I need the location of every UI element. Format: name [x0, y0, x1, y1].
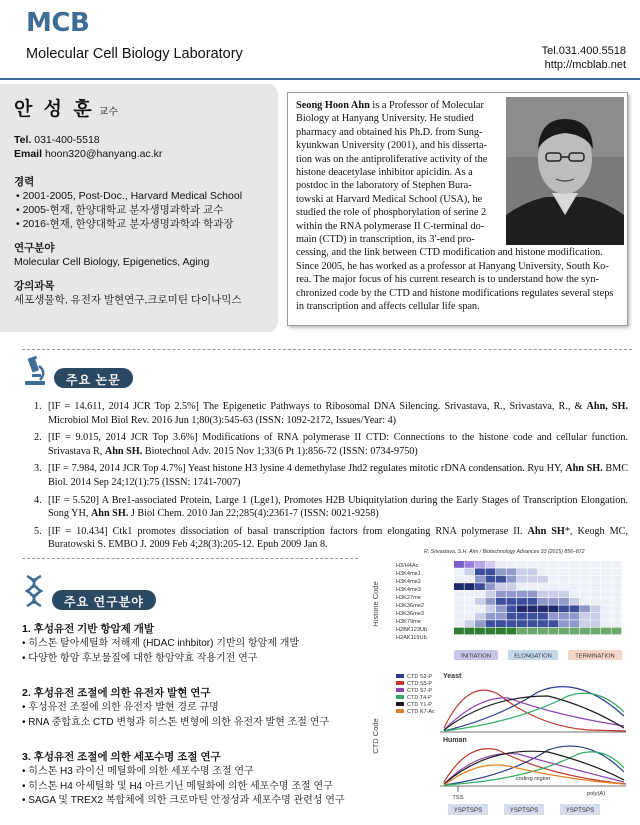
lab-logo: MCB	[26, 8, 90, 38]
heatmap-cell	[528, 591, 538, 598]
bio-box	[287, 92, 628, 326]
bio-line: in transcription and affects cellular life span.	[296, 301, 480, 313]
heatmap-cell	[601, 598, 611, 605]
heatmap-cell	[570, 598, 580, 605]
heatmap-cell	[559, 561, 569, 568]
legend-label: CTD S7-P	[407, 688, 433, 694]
heatmap-cell	[465, 568, 475, 575]
paper-item: 5. [IF = 10.434] Ctk1 promotes dissociation of basal transcription factors from elongating RNA polymerase II. Ahn SH*, Keogh MC, Buratowski S. EMBO J. 2009 Feb 4;28(3):205-12. Epub 2009 Jan 8.	[34, 525, 629, 551]
heatmap-cell	[465, 605, 475, 612]
heatmap-cell	[538, 598, 548, 605]
histone-heatmap	[454, 561, 621, 634]
heatmap-cell	[612, 591, 622, 598]
tel-label: Tel.	[14, 134, 32, 146]
heatmap-cell	[465, 583, 475, 590]
heatmap-cell	[517, 561, 527, 568]
heatmap-cell	[591, 568, 601, 575]
heatmap-cell	[570, 561, 580, 568]
heatmap-cell	[528, 568, 538, 575]
heatmap-cell	[475, 605, 485, 612]
heatmap-cell	[517, 620, 527, 627]
profile-email	[14, 147, 278, 161]
heatmap-cell	[496, 591, 506, 598]
heatmap-cell	[496, 583, 506, 590]
heatmap-cell	[517, 628, 527, 635]
papers-section-pill: 주요 논문	[54, 368, 133, 388]
human-label: Human	[443, 737, 467, 744]
ctd-axis-label: CTD Code	[371, 718, 380, 754]
heatmap-cell	[591, 628, 601, 635]
heatmap-cell	[507, 598, 517, 605]
bio-line: towski at Harvard Medical School (USA), he	[296, 193, 483, 205]
heatmap-cell	[559, 628, 569, 635]
phase-label: ELONGATION	[514, 653, 552, 660]
heatmap-cell	[528, 583, 538, 590]
career-item: • 2001-2005, Post-Doc., Harvard Medical School	[16, 190, 243, 202]
heatmap-cell	[591, 605, 601, 612]
polya-label: poly(A)	[586, 791, 606, 797]
paper-item: 2. [IF = 9.015, 2014 JCR Top 3.6%] Modifications of RNA polymerase II CTD: Connections to the histone code and cellular function. Srivastava R, Ahn SH. Biotechnol Adv. 2015 Nov 1;33(6 Pt 1):856-72 (ISSN: 0734-9750)	[34, 432, 628, 457]
heatmap-cell	[591, 613, 601, 620]
heatmap-cell	[549, 613, 559, 620]
heatmap-cell	[465, 598, 475, 605]
heatmap-cell	[496, 628, 506, 635]
tss-label: TSS	[452, 795, 464, 801]
histone-mark-label: H3K4me3	[396, 587, 421, 593]
phase-label: INITIATION	[461, 653, 491, 660]
heatmap-cell	[580, 628, 590, 635]
bio-line: cessing, and the link between CTD modification and histone modification.	[296, 247, 603, 259]
heatmap-cell	[591, 576, 601, 583]
heatmap-cell	[454, 591, 464, 598]
heatmap-cell	[507, 591, 517, 598]
heatmap-cell	[580, 576, 590, 583]
heatmap-cell	[454, 598, 464, 605]
heatmap-cell	[454, 620, 464, 627]
heatmap-cell	[486, 583, 496, 590]
heatmap-cell	[580, 605, 590, 612]
histone-mark-label: H3K36me2	[396, 603, 424, 609]
heatmap-cell	[538, 613, 548, 620]
research-heading: 1. 후성유전 기반 항암제 개발	[22, 623, 154, 635]
heatmap-cell	[538, 568, 548, 575]
bio-line: tion was on the antiproliferative activity of the	[296, 153, 488, 165]
research-section-pill: 주요 연구분야	[52, 590, 156, 610]
figure-citation: R. Srivastava, S.H. Ahn / Biotechnology Advances 33 (2015) 856–872	[424, 549, 585, 555]
heatmap-cell	[559, 598, 569, 605]
heatmap-cell	[465, 620, 475, 627]
courses-heading: 강의과목	[14, 280, 55, 292]
heatmap-cell	[580, 568, 590, 575]
bio-line: Biology at Hanyang University. He studied	[296, 113, 474, 125]
heatmap-cell	[496, 613, 506, 620]
section-divider	[22, 349, 632, 350]
heatmap-cell	[549, 620, 559, 627]
paper-item: 1. [IF = 14.611, 2014 JCR Top 2.5%] The Epigenetic Pathways to Ribosomal DNA Silencing. Srivastava, R., Srivastava, R., & Ahn, SH. Microbiol Mol Biol Rev. 2016 Jun 1;80(3):545-63 (ISSN: 1092-2172, Issues/Year: 4)	[34, 401, 629, 426]
heatmap-cell	[465, 613, 475, 620]
ctd-histone-figure	[368, 546, 630, 818]
heatmap-cell	[507, 561, 517, 568]
heatmap-cell	[475, 591, 485, 598]
heatmap-cell	[549, 576, 559, 583]
heatmap-cell	[486, 605, 496, 612]
heatmap-cell	[580, 583, 590, 590]
heatmap-cell	[517, 598, 527, 605]
heatmap-cell	[475, 628, 485, 635]
heatmap-cell	[507, 583, 517, 590]
heatmap-cell	[612, 613, 622, 620]
heatmap-cell	[507, 576, 517, 583]
research-heading: 3. 후성유전 조절에 의한 세포수명 조절 연구	[22, 751, 221, 763]
field-heading: 연구분야	[14, 242, 55, 254]
bio-first-line: Seong Hoon Ahn is a Professor of Molecular	[296, 100, 484, 111]
profile-photo	[506, 97, 624, 245]
histone-mark-label: H3K36me3	[396, 611, 424, 617]
heatmap-cell	[528, 620, 538, 627]
heatmap-cell	[486, 628, 496, 635]
heatmap-cell	[601, 583, 611, 590]
legend-swatch	[396, 674, 404, 678]
heatmap-cell	[580, 591, 590, 598]
heatmap-cell	[538, 620, 548, 627]
heatmap-cell	[612, 576, 622, 583]
tel-value: 031-400-5518	[34, 134, 100, 146]
heatmap-cell	[454, 568, 464, 575]
heatmap-cell	[475, 561, 485, 568]
research-item: • 히스톤 H3 라이신 메틸화에 의한 세포수명 조절 연구	[22, 766, 254, 777]
heatmap-cell	[570, 576, 580, 583]
heatmap-cell	[549, 561, 559, 568]
histone-mark-label: H3K27me	[396, 595, 421, 601]
heatmap-cell	[496, 568, 506, 575]
heatmap-cell	[486, 591, 496, 598]
heatmap-cell	[549, 598, 559, 605]
histone-mark-label: H3K4me2	[396, 579, 421, 585]
heatmap-cell	[486, 568, 496, 575]
lab-url[interactable]: http://mcblab.net	[544, 59, 626, 71]
heatmap-cell	[612, 561, 622, 568]
heatmap-cell	[612, 568, 622, 575]
heatmap-cell	[496, 576, 506, 583]
histone-axis-label: Histone Code	[371, 581, 380, 627]
legend-swatch	[396, 702, 404, 706]
heatmap-cell	[475, 583, 485, 590]
heatmap-cell	[612, 620, 622, 627]
paper-item: 4. [IF = 5.520] A Bre1-associated Protein, Large 1 (Lge1), Promotes H2B Ubiquitylation during the Early Stages of Transcription Elongation. Song YH, Ahn SH. J Biol Chem. 2010 Jan 22;285(4):2361-7 (ISSN: 0021-9258)	[34, 494, 628, 520]
heatmap-cell	[601, 613, 611, 620]
heatmap-cell	[612, 583, 622, 590]
heatmap-cell	[496, 620, 506, 627]
heatmap-cell	[570, 568, 580, 575]
heatmap-cell	[475, 598, 485, 605]
heatmap-cell	[507, 628, 517, 635]
ctd-repeat-label: YSPTSPS	[509, 807, 539, 814]
profile-name-row	[14, 94, 278, 121]
heatmap-cell	[454, 628, 464, 635]
career-heading: 경력	[14, 176, 35, 188]
lab-phone: Tel.031.400.5518	[541, 45, 626, 57]
histone-mark-label: H2BK123Ub	[396, 627, 428, 633]
heatmap-cell	[465, 561, 475, 568]
heatmap-cell	[580, 613, 590, 620]
heatmap-cell	[507, 620, 517, 627]
legend-label: CTD S5-P	[407, 681, 433, 687]
research-item: • 후성유전 조절에 의한 유전자 발현 경로 규명	[22, 702, 219, 713]
heatmap-cell	[465, 576, 475, 583]
heatmap-cell	[507, 613, 517, 620]
histone-mark-label: H3K79me	[396, 619, 421, 625]
heatmap-cell	[601, 568, 611, 575]
heatmap-cell	[486, 576, 496, 583]
heatmap-cell	[475, 613, 485, 620]
heatmap-cell	[507, 605, 517, 612]
heatmap-cell	[559, 613, 569, 620]
heatmap-cell	[507, 568, 517, 575]
heatmap-cell	[601, 605, 611, 612]
heatmap-cell	[517, 613, 527, 620]
courses-value: 세포생물학, 유전자 발현연구,크로미틴 다이나믹스	[14, 294, 242, 306]
heatmap-cell	[570, 620, 580, 627]
heatmap-cell	[601, 620, 611, 627]
ctd-repeat-label: YSPTSPS	[453, 807, 483, 814]
legend-swatch	[396, 688, 404, 692]
heatmap-cell	[601, 591, 611, 598]
heatmap-cell	[475, 568, 485, 575]
heatmap-cell	[549, 583, 559, 590]
histone-mark-label: H2AK119Ub	[396, 635, 427, 641]
heatmap-cell	[475, 620, 485, 627]
legend-label: CTD K7-Ac	[407, 709, 435, 715]
heatmap-cell	[517, 583, 527, 590]
heatmap-cell	[538, 583, 548, 590]
heatmap-cell	[580, 598, 590, 605]
heatmap-cell	[591, 620, 601, 627]
heatmap-cell	[528, 598, 538, 605]
profile-panel	[0, 84, 278, 332]
profile-title: 교수	[98, 107, 118, 118]
heatmap-cell	[475, 576, 485, 583]
career-item: • 2016-현재, 한양대학교 분자생명과학과 학과장	[16, 218, 234, 230]
papers-list	[34, 400, 628, 556]
heatmap-cell	[517, 605, 527, 612]
section-divider	[22, 558, 358, 559]
heatmap-cell	[559, 583, 569, 590]
bio-name: Seong Hoon Ahn	[296, 100, 370, 111]
research-item: • 다양한 항암 후보물질에 대한 항암약효 작용기전 연구	[22, 652, 258, 664]
phase-label: TERMINATION	[575, 653, 615, 660]
paper-item: 3. [IF = 7.984, 2014 JCR Top 4.7%] Yeast histone H3 lysine 4 demethylase Jhd2 regulates mitotic rDNA condensation. Ryu HY, Ahn SH. BMC Biol. 2014 Sep 24;12(1):75 (ISSN: 1741-7007)	[34, 463, 629, 488]
heatmap-cell	[570, 583, 580, 590]
dna-icon	[24, 574, 44, 608]
heatmap-cell	[486, 613, 496, 620]
legend-swatch	[396, 695, 404, 699]
heatmap-cell	[559, 605, 569, 612]
heatmap-cell	[559, 576, 569, 583]
heatmap-cell	[538, 561, 548, 568]
heatmap-cell	[601, 628, 611, 635]
portrait-image	[506, 97, 624, 245]
heatmap-cell	[465, 628, 475, 635]
heatmap-cell	[486, 561, 496, 568]
histone-mark-label: H3/H4Ac	[396, 563, 419, 569]
legend-swatch	[396, 681, 404, 685]
heatmap-cell	[559, 568, 569, 575]
ctd-legend	[396, 674, 435, 715]
heatmap-cell	[612, 628, 622, 635]
heatmap-cell	[454, 613, 464, 620]
heatmap-cell	[528, 613, 538, 620]
profile-name: 안 성 훈	[14, 99, 95, 120]
heatmap-cell	[570, 591, 580, 598]
histone-mark-labels	[396, 563, 427, 641]
histone-mark-label: H3K4me1	[396, 571, 421, 577]
heatmap-cell	[549, 591, 559, 598]
heatmap-cell	[465, 591, 475, 598]
heatmap-cell	[528, 605, 538, 612]
career-item: • 2005-현재, 한양대학교 분자생명과학과 교수	[16, 204, 224, 216]
yeast-label: Yeast	[443, 673, 462, 680]
heatmap-cell	[570, 605, 580, 612]
heatmap-cell	[517, 568, 527, 575]
research-item: • SAGA 및 TREX2 복합체에 의한 크로마틴 안정성과 세포수명 관련성 연구	[22, 795, 345, 806]
yeast-y1-curve	[444, 696, 624, 730]
heatmap-cell	[528, 628, 538, 635]
heatmap-cell	[454, 605, 464, 612]
heatmap-cell	[486, 620, 496, 627]
heatmap-cell	[454, 583, 464, 590]
heatmap-cell	[496, 561, 506, 568]
microscope-icon	[22, 356, 48, 386]
heatmap-cell	[528, 576, 538, 583]
heatmap-cell	[549, 628, 559, 635]
ctd-repeat-label: YSPTSPS	[565, 807, 595, 814]
heatmap-cell	[601, 561, 611, 568]
email-label: Email	[14, 148, 43, 160]
legend-label: CTD Y1-P	[407, 702, 432, 708]
heatmap-cell	[570, 628, 580, 635]
heatmap-cell	[496, 605, 506, 612]
heatmap-cell	[580, 561, 590, 568]
legend-swatch	[396, 709, 404, 713]
bio-line: chronized code by the CTD and histone modifications regulates several steps	[296, 287, 614, 299]
legend-label: CTD S2-P	[407, 674, 433, 680]
heatmap-cell	[538, 628, 548, 635]
email-value[interactable]: hoon320@hanyang.ac.kr	[44, 148, 163, 160]
heatmap-cell	[538, 605, 548, 612]
heatmap-cell	[559, 620, 569, 627]
heatmap-cell	[591, 561, 601, 568]
bio-line: main (CTD) in transcription, its 3′-end pro-	[296, 234, 475, 246]
heatmap-cell	[591, 598, 601, 605]
research-item: • 히스톤 H4 아세틸화 및 H4 아르기닌 메틸화에 의한 세포수명 조절 연구	[22, 780, 333, 792]
heatmap-cell	[591, 583, 601, 590]
heatmap-cell	[538, 576, 548, 583]
bio-line: studied the role of phosphorylation of serine 2	[296, 207, 487, 219]
heatmap-cell	[601, 576, 611, 583]
heatmap-cell	[486, 598, 496, 605]
lab-contact	[542, 44, 626, 72]
bio-line: kyunkwan University (2001), and his disserta-	[296, 140, 488, 152]
heatmap-cell	[454, 561, 464, 568]
profile-tel	[14, 133, 278, 147]
bio-line: histone deacetylase inhibitor apicidin. As a	[296, 167, 473, 179]
legend-label: CTD T4-P	[407, 695, 432, 701]
heatmap-cell	[549, 568, 559, 575]
heatmap-cell	[591, 591, 601, 598]
yeast-t4-curve	[444, 693, 624, 731]
research-list	[22, 622, 372, 809]
heatmap-cell	[517, 591, 527, 598]
coding-region-label: coding region	[515, 776, 551, 782]
heatmap-cell	[549, 605, 559, 612]
field-value: Molecular Cell Biology, Epigenetics, Aging	[14, 256, 210, 268]
heatmap-cell	[538, 591, 548, 598]
bio-line: postdoc in the laboratory of Stephen Bura-	[296, 180, 472, 192]
heatmap-cell	[612, 605, 622, 612]
heatmap-cell	[528, 561, 538, 568]
research-heading: 2. 후성유전 조절에 의한 유전자 발현 연구	[22, 687, 211, 699]
heatmap-cell	[496, 598, 506, 605]
lab-name: Molecular Cell Biology Laboratory	[26, 46, 243, 62]
bio-line: within the RNA polymerase II C-terminal do-	[296, 220, 485, 232]
header-divider	[0, 78, 640, 80]
bio-line: pharmacy and obtained his Ph.D. from Sung-	[296, 126, 483, 138]
heatmap-cell	[454, 576, 464, 583]
research-item: • RNA 중합효소 CTD 변형과 히스톤 변형에 의한 유전자 발현 조절 연구	[22, 716, 330, 728]
heatmap-cell	[612, 598, 622, 605]
heatmap-cell	[559, 591, 569, 598]
bio-line: rea. The major focus of his current research is to understand how the syn-	[296, 274, 599, 286]
research-item: • 히스톤 탈아세틸화 저해제 (HDAC inhbitor) 기반의 항암제 개발	[22, 638, 300, 649]
bio-line: Since 2005, he has worked as a professor at Hanyang University, South Ko-	[296, 260, 609, 272]
heatmap-cell	[580, 620, 590, 627]
heatmap-cell	[517, 576, 527, 583]
heatmap-cell	[570, 613, 580, 620]
